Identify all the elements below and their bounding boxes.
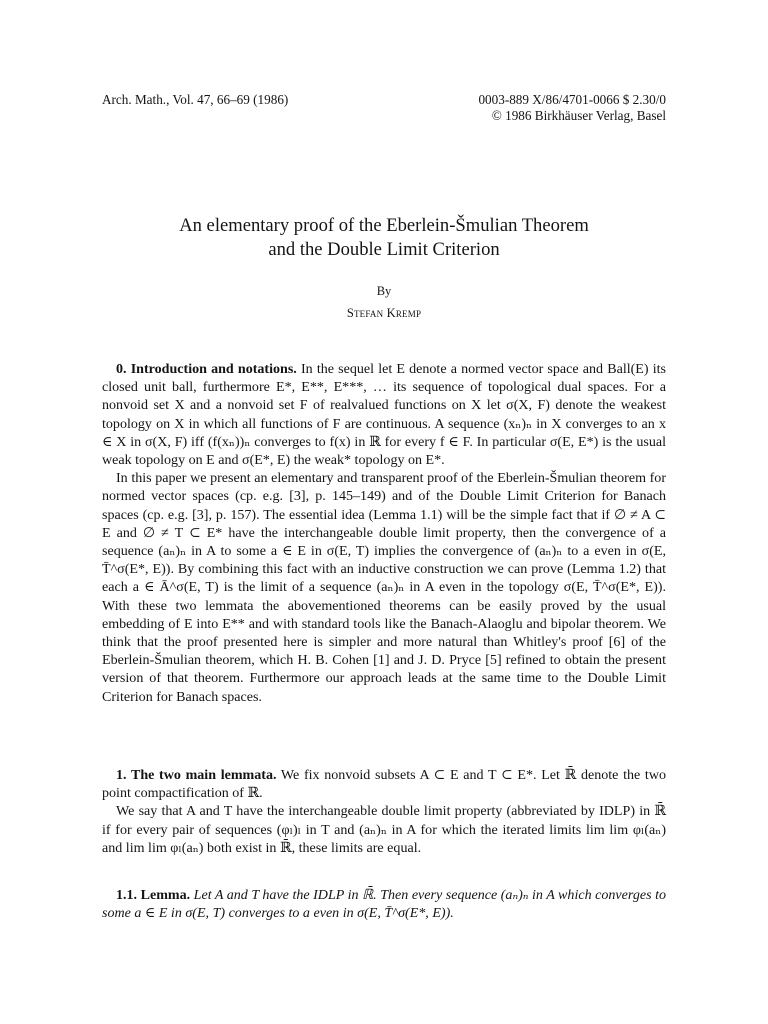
section-main-lemmata bbox=[102, 766, 666, 857]
section-1-heading: 1. The two main lemmata. bbox=[116, 767, 277, 783]
section-introduction bbox=[102, 360, 666, 706]
intro-paragraph-2: In this paper we present an elementary and transparent proof of the Eberlein-Šmulian theorem for normed vector spaces (cp. e.g. [3], p. 145–149) and of the Double Limit Criterion for Banach spaces (cp. e.g. [3], p. 157). The essential idea (Lemma 1.1) will be the simple fact that if ∅ ≠ A ⊂ E and ∅ ≠ T ⊂ E* have the interchangeable double limit property, then the convergence of a sequence (aₙ)ₙ in A to some a ∈ E in σ(E, T) implies the convergence of (aₙ)ₙ to a even in σ(E, T̄^σ(E*, E)). By combining this fact with an inductive construction we can prove (Lemma 1.2) that each a ∈ Ā^σ(E, T) is the limit of a sequence (aₙ)ₙ in A even in the topology σ(E, T̄^σ(E*, E)). With these two lemmata the abovementioned theorems can be easily proved by the usual embedding of E into E** and with standard tools like the Banach-Alaoglu and bipolar theorem. We think that the proof presented here is simpler and more natural than Whitley's proof [6] of the Eberlein-Šmulian theorem, which H. B. Cohen [1] and J. D. Pryce [5] refined to obtain the present version of that theorem. Furthermore our approach leads at the same time to the Double Limit Criterion for Banach spaces. bbox=[102, 470, 666, 705]
copyright-line: © 1986 Birkhäuser Verlag, Basel bbox=[491, 108, 666, 123]
publisher-info bbox=[478, 92, 666, 124]
title-line-1: An elementary proof of the Eberlein-Šmulian Theorem bbox=[179, 215, 589, 236]
section-0-heading: 0. Introduction and notations. bbox=[116, 361, 297, 377]
journal-citation: Arch. Math., Vol. 47, 66–69 (1986) bbox=[102, 92, 289, 107]
lemmata-paragraph-2: We say that A and T have the interchangeable double limit property (abbreviated by IDLP) in ℝ̄ if for every pair of sequences (φₗ)ₗ in T and (aₙ)ₙ in A for which the iterated limits lim lim φₗ(aₙ) and lim lim φₗ(aₙ) both exist in ℝ̄, these limits are equal. bbox=[102, 803, 666, 856]
lemma-1-1-statement: Let A and T have the IDLP in ℝ̄. Then every sequence (aₙ)ₙ in A which converges to some a ∈ E in σ(E, T) converges to a even in σ(E, T̄^σ(E*, E)). bbox=[102, 887, 667, 922]
lemmata-paragraph-1-text: We fix nonvoid subsets A ⊂ E and T ⊂ E*. Let ℝ̄ denote the two point compactification of ℝ. bbox=[102, 767, 666, 802]
issn-code: 0003-889 X/86/4701-0066 $ 2.30/0 bbox=[478, 92, 666, 107]
lemma-1-1-heading: 1.1. Lemma. bbox=[116, 887, 191, 903]
intro-paragraph-1 bbox=[102, 360, 666, 469]
lemma-1-1-paragraph bbox=[102, 886, 666, 922]
intro-paragraph-1-text: In the sequel let E denote a normed vector space and Ball(E) its closed unit ball, furthermore E*, E**, E***, … its sequence of topological dual spaces. For a nonvoid set X and a nonvoid set F of realvalued functions on X let σ(X, F) denote the weakest topology on X in which all functions of F are continuous. A sequence (xₙ)ₙ in X converges to an x ∈ X in σ(X, F) iff (f(xₙ))ₙ converges to f(x) in ℝ for every f ∈ F. In particular σ(E, E*) is the usual weak topology on E and σ(E*, E) the weak* topology on E*. bbox=[102, 361, 666, 469]
author-name: Stefan Kremp bbox=[346, 306, 422, 320]
lemma-1-1 bbox=[102, 886, 666, 922]
byline-by: By bbox=[376, 284, 392, 298]
lemmata-paragraph-1 bbox=[102, 766, 666, 802]
paper-title bbox=[102, 214, 666, 262]
title-line-2: and the Double Limit Criterion bbox=[268, 239, 500, 260]
